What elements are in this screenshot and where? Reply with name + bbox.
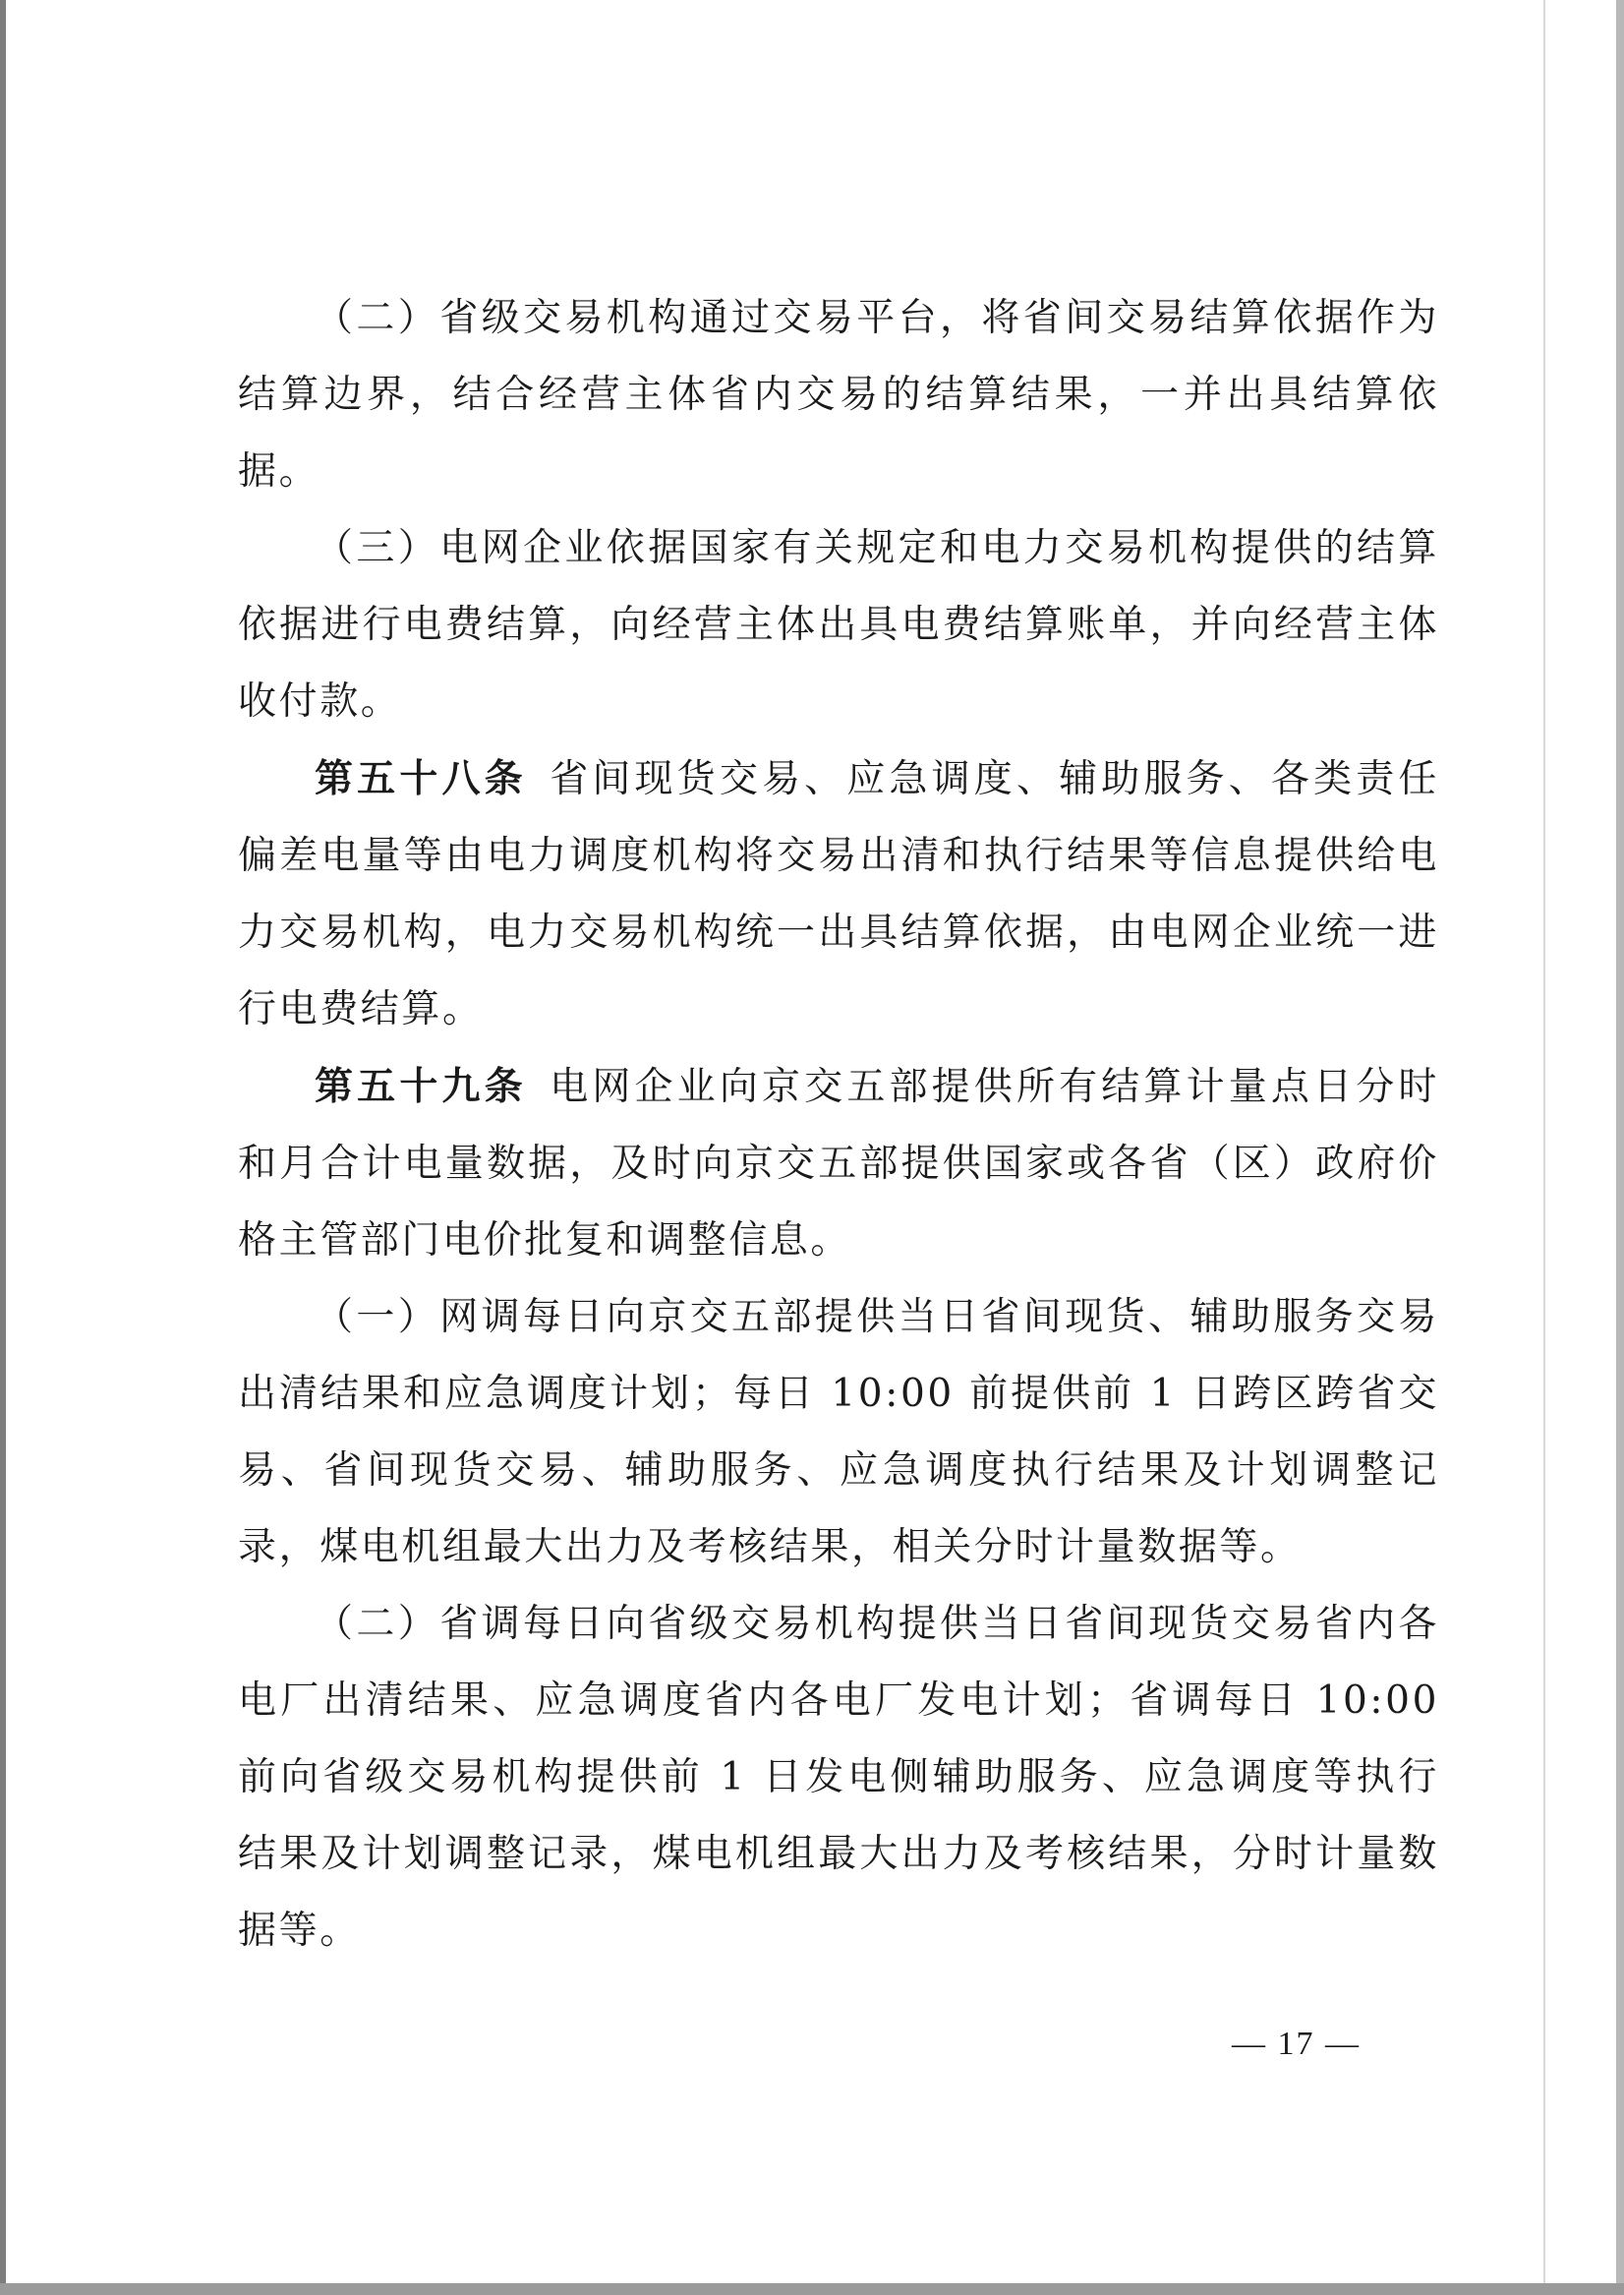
article-heading: 第五十八条 [315, 756, 527, 801]
paragraph-text: （三）电网企业依据国家有关规定和电力交易机构提供的结算依据进行电费结算，向经营主体出具电费结算账单，并向经营主体收付款。 [238, 526, 1439, 724]
paragraph-text: 省间现货交易、应急调度、辅助服务、各类责任偏差电量等由电力调度机构将交易出清和执行结果等信息提供给电力交易机构，电力交易机构统一出具结算依据，由电网企业统一进行电费结算。 [238, 757, 1439, 1031]
page-number: — 17 — [1232, 2026, 1361, 2062]
paragraph-article-59 [238, 1048, 1439, 1279]
paragraph-article-58 [238, 740, 1439, 1048]
scan-edge-line [1543, 0, 1545, 2283]
paragraph-text: （一）网调每日向京交五部提供当日省间现货、辅助服务交易出清结果和应急调度计划；每日 10:00 前提供前 1 日跨区跨省交易、省间现货交易、辅助服务、应急调度执行结果及计划调整记录，煤电机组最大出力及考核结果，相关分时计量数据等。 [238, 1295, 1439, 1569]
scan-border-left [0, 0, 6, 2295]
paragraph-clause-3 [238, 510, 1439, 740]
paragraph-clause-2 [238, 280, 1439, 510]
scan-border-right [1616, 0, 1624, 2295]
scan-border-bottom [0, 2283, 1624, 2295]
document-body [238, 280, 1439, 1970]
article-heading: 第五十九条 [315, 1064, 527, 1109]
paragraph-sub-clause-1 [238, 1279, 1439, 1586]
paragraph-text: （二）省级交易机构通过交易平台，将省间交易结算依据作为结算边界，结合经营主体省内交易的结算结果，一并出具结算依据。 [238, 296, 1439, 494]
paragraph-text: 电网企业向京交五部提供所有结算计量点日分时和月合计电量数据，及时向京交五部提供国家或各省（区）政府价格主管部门电价批复和调整信息。 [238, 1065, 1439, 1263]
paragraph-sub-clause-2 [238, 1586, 1439, 1970]
paragraph-text: （二）省调每日向省级交易机构提供当日省间现货交易省内各电厂出清结果、应急调度省内各电厂发电计划；省调每日 10:00 前向省级交易机构提供前 1 日发电侧辅助服务、应急调度等执行结果及计划调整记录，煤电机组最大出力及考核结果，分时计量数据等。 [238, 1602, 1439, 1953]
